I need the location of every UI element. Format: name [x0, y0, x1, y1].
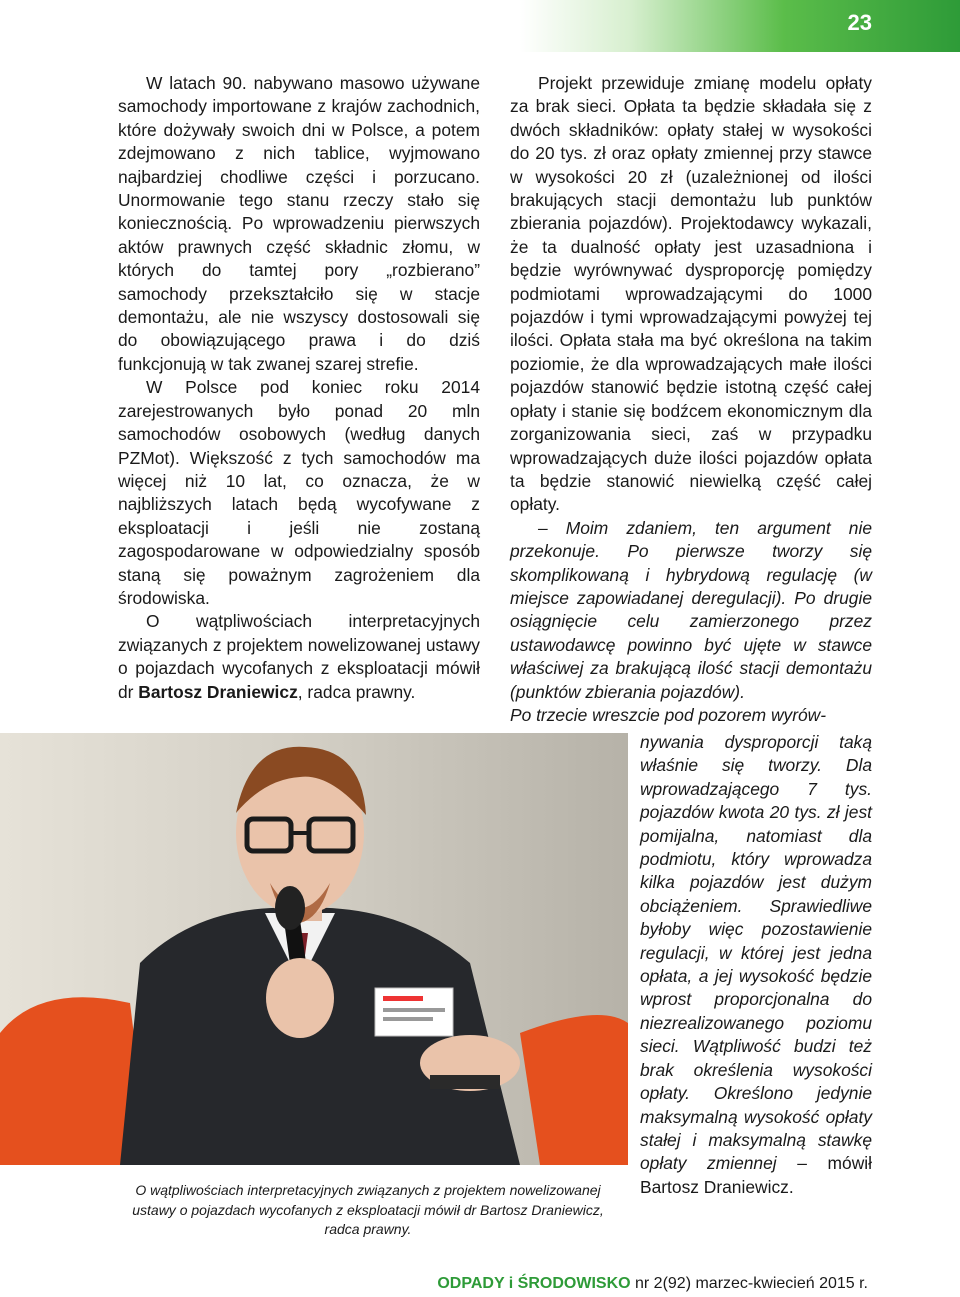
- paragraph: W Polsce pod koniec roku 2014 zarejestrowanych było ponad 20 mln samochodów osobowych (według danych PZMot). Większość z tych samochodów ma więcej niż 10 lat, co oznacza, że w najbliższych latach będą wycofywane z eksploatacji i jeśli nie zostaną zagospodarowane w odpowiedzialny sposób staną się poważnym zagrożeniem dla środowiska.: [118, 377, 480, 608]
- paragraph-text: O wątpliwościach interpretacyjnych związanych z projektem nowelizowanej ustawy o pojazdach wycofanych z eksploatacji mówił dr: [118, 611, 480, 702]
- issue-info: nr 2(92) marzec-kwiecień 2015 r.: [630, 1275, 868, 1292]
- quote-paragraph: [640, 731, 872, 1199]
- paragraph: [118, 610, 480, 704]
- attribution: – mówił Bartosz Draniewicz.: [640, 1153, 873, 1197]
- page-number-bar: [520, 0, 960, 52]
- quote-text: nywania dysproporcji taką właśnie się tworzy. Dla wprowadzającego 7 tys. pojazdów kwota 20 tys. zł jest pomijalna, natomiast dla podmiotu, który wprowadza kilka pojazdów jest dużym obciążeniem. Sprawiedliwe byłoby więc pozostawienie regulacji, w której jest jedna opłata, a jej wysokość będzie wprost proporcjonalna do niezrealizowanego poziomu sieci. Wątpliwość budzi też brak określenia wysokości opłaty. Określono jedynie maksymalną wysokość opłaty stałej i maksymalną stawkę opłaty zmiennej: [640, 732, 872, 1174]
- page-number: 23: [847, 10, 872, 35]
- paragraph-text: , radca prawny.: [297, 681, 416, 702]
- wrap-column: [640, 731, 872, 1199]
- left-column: [118, 72, 480, 704]
- quote-paragraph: – Moim zdaniem, ten argument nie przekonuje. Po pierwsze tworzy się skomplikowaną i hybrydową regulację (w miejsce zapowiadanej deregulacji). Po drugie osiągnięcie celu zamierzonego przez ustawodawcę powinno być ujęte w stawce właściwej za brakującą ilość stacji demontażu (punktów zbierania pojazdów).: [510, 517, 872, 702]
- paragraph: Projekt przewiduje zmianę modelu opłaty za brak sieci. Opłata ta będzie składała się z dwóch składników: opłaty stałej w wysokości do 20 tys. zł oraz opłaty zmiennej przy stawce w wysokości 20 zł (uzależnionej od ilości brakujących stacji demontażu lub punktów zbierania pojazdów). Projektodawcy wykazali, że ta dualność opłaty jest uzasadniona i będzie wyrównywać dysproporcję pomiędzy podmiotami wprowadzającymi do 1000 pojazdów i tymi wprowadzającymi powyżej tej ilości. Opłata stała ma być określona na takim poziomie, że dla wprowadzających małe ilości pojazdów stanowić będzie istotną część całej opłaty i stanie się bodźcem ekonomicznym dla zorganizowania sieci, zaś w przypadku wprowadzających duże ilości pojazdów opłata ta będzie stanowić niewielką część całej opłaty.: [510, 73, 872, 515]
- quote-line: Po trzecie wreszcie pod pozorem wyrów-: [510, 704, 827, 725]
- footer: [437, 1275, 868, 1293]
- photo-caption: O wątpliwościach interpretacyjnych związanych z projektem nowelizowanej ustawy o pojazdach wycofanych z eksploatacji mówił dr Bartosz Draniewicz, radca prawny.: [132, 1182, 604, 1237]
- speaker-photo: [0, 733, 628, 1165]
- speaker-photo-illustration: [0, 733, 628, 1165]
- paragraph: W latach 90. nabywano masowo używane samochody importowane z krajów zachodnich, które dożywały swoich dni w Polsce, a potem zdejmowano z nich tablice, wyjmowano najbardziej chodliwe części i porzucano. Unormowanie tego stanu rzeczy stało się koniecznością. Po wprowadzeniu pierwszych aktów prawnych część składnic złomu, w których do tamtej pory „rozbierano” samochody przekształciło się w stacje demontażu, ale nie wszyscy dostosowali się do obowiązującego prawa i do dziś funkcjonują w tak zwanej szarej strefie.: [118, 73, 480, 374]
- right-column: [510, 72, 872, 727]
- speaker-name: Bartosz Draniewicz: [138, 681, 298, 702]
- magazine-title: ODPADY i ŚRODOWISKO: [437, 1275, 631, 1292]
